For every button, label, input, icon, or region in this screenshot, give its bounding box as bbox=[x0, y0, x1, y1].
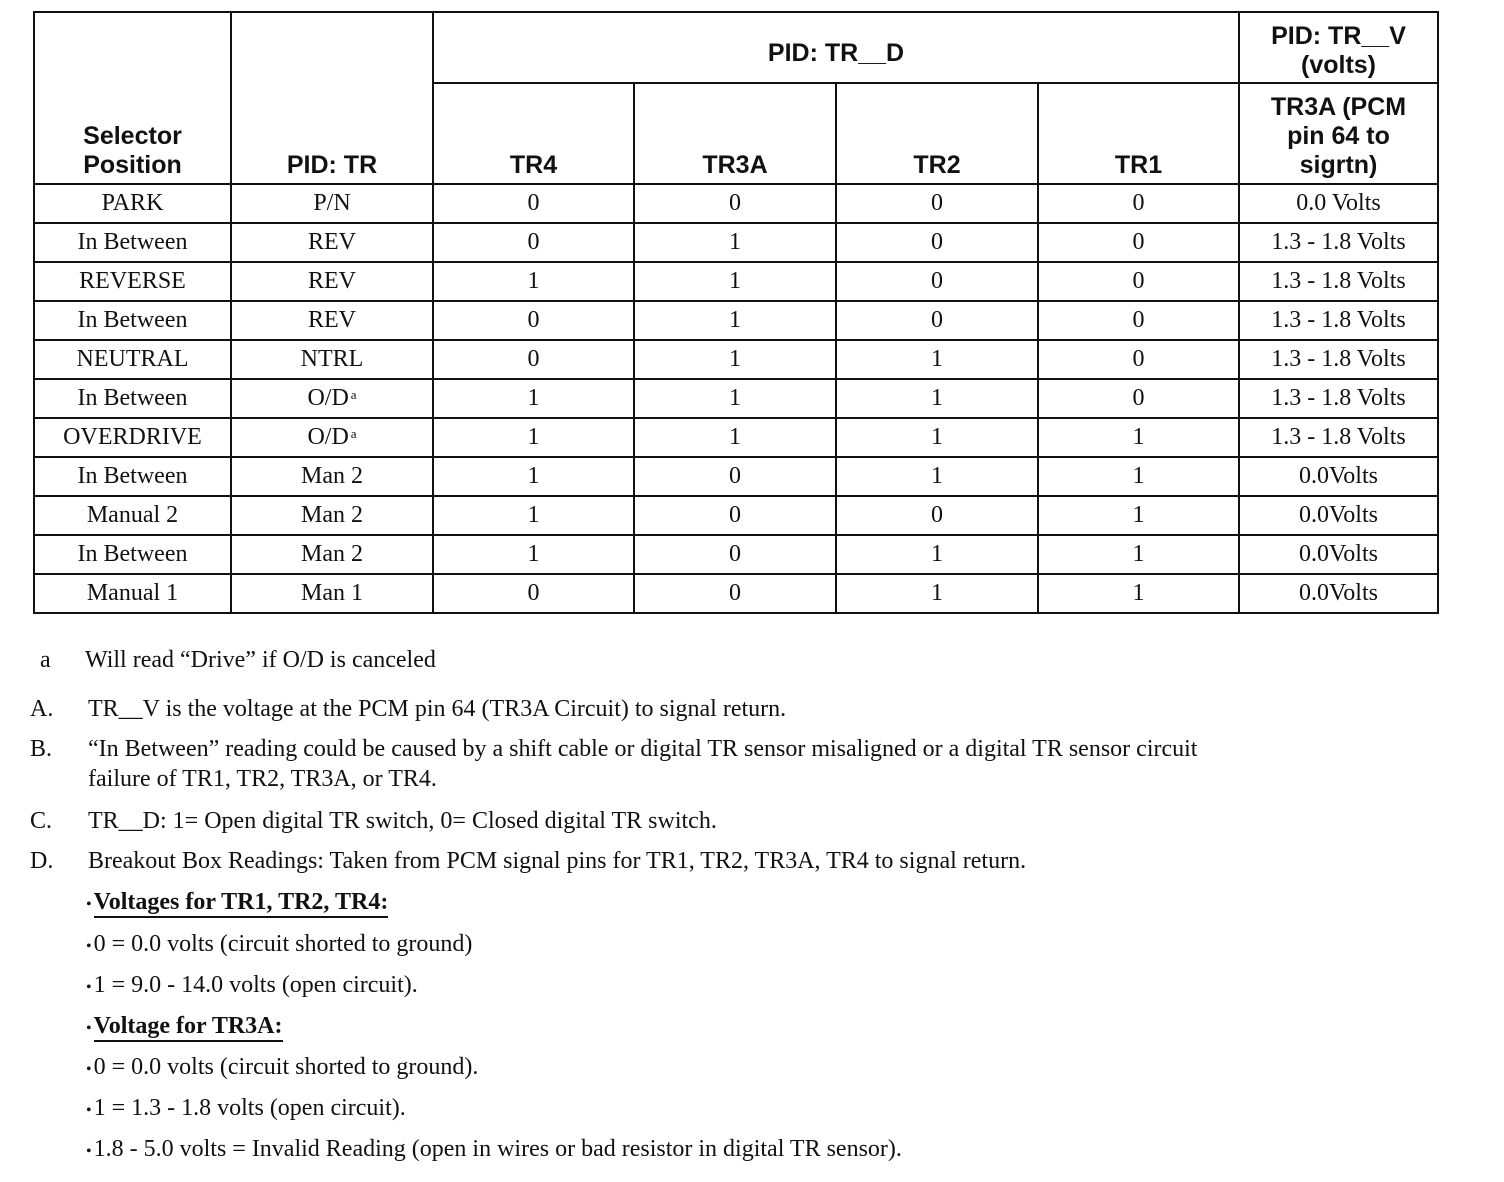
cell-tr1-text: 0 bbox=[1132, 307, 1145, 333]
section-heading bbox=[86, 887, 388, 920]
cell-volts-text: 0.0 Volts bbox=[1296, 190, 1381, 216]
cell-volts-text: 0.0Volts bbox=[1299, 502, 1378, 528]
section-heading bbox=[86, 1011, 283, 1044]
bullet-icon: • bbox=[86, 1102, 92, 1119]
header-pid-tr: PID: TR bbox=[231, 12, 433, 184]
note-label: A. bbox=[30, 696, 54, 722]
cell-selector-position-text: Manual 2 bbox=[86, 502, 179, 528]
cell-tr2-text: 1 bbox=[931, 424, 943, 450]
section-heading-text: Voltages for TR1, TR2, TR4: bbox=[94, 889, 389, 918]
cell-tr2-text: 0 bbox=[931, 190, 943, 216]
cell-volts-text: 1.3 - 1.8 Volts bbox=[1271, 346, 1406, 372]
cell-tr2-text: 0 bbox=[931, 268, 943, 294]
cell-tr1-text: 0 bbox=[1132, 190, 1145, 216]
cell-volts-text: 1.3 - 1.8 Volts bbox=[1271, 307, 1406, 333]
cell-tr3a-text: 1 bbox=[729, 385, 741, 411]
cell-tr2-text: 0 bbox=[931, 229, 943, 255]
cell-tr3a-text: 0 bbox=[729, 463, 741, 489]
header-tr1: TR1 bbox=[1038, 83, 1239, 184]
cell-pid-tr-text: Man 2 bbox=[301, 541, 363, 567]
cell-tr4-text: 0 bbox=[527, 190, 540, 216]
cell-pid-tr-text: REV bbox=[308, 307, 356, 333]
cell-tr2-text: 1 bbox=[931, 346, 943, 372]
note-text: TR__V is the voltage at the PCM pin 64 (TR3A Circuit) to signal return. bbox=[88, 696, 787, 722]
section-item bbox=[86, 929, 472, 962]
cell-tr4-text: 1 bbox=[527, 424, 540, 450]
cell-volts-text: 1.3 - 1.8 Volts bbox=[1271, 385, 1406, 411]
section-item-text: 0 = 0.0 volts (circuit shorted to ground) bbox=[93, 931, 473, 957]
note-text: “In Between” reading could be caused by a shift cable or digital TR sensor misaligned or a digital TR sensor circuit bbox=[88, 736, 1198, 762]
cell-tr3a-text: 1 bbox=[729, 307, 741, 333]
cell-volts-text: 0.0Volts bbox=[1299, 580, 1378, 606]
cell-tr4-text: 0 bbox=[527, 307, 540, 333]
cell-tr1-text: 0 bbox=[1132, 229, 1145, 255]
footnote-marker: a bbox=[40, 647, 51, 673]
section-heading-text: Voltage for TR3A: bbox=[94, 1013, 283, 1042]
cell-tr3a-text: 1 bbox=[729, 346, 741, 372]
cell-tr2-text: 0 bbox=[931, 502, 943, 528]
bullet-icon: • bbox=[86, 1143, 92, 1160]
cell-selector-position-text: REVERSE bbox=[79, 268, 186, 294]
cell-tr2-text: 1 bbox=[931, 580, 943, 606]
cell-pid-tr-text: Man 1 bbox=[301, 580, 363, 606]
cell-selector-position-text: OVERDRIVE bbox=[63, 424, 202, 450]
section-item-text: 1 = 9.0 - 14.0 volts (open circuit). bbox=[93, 972, 418, 998]
note-label: B. bbox=[30, 736, 53, 762]
cell-tr2-text: 1 bbox=[931, 385, 943, 411]
footnote-ref: a bbox=[350, 387, 357, 402]
header-tr4: TR4 bbox=[433, 83, 634, 184]
cell-selector-position-text: In Between bbox=[77, 541, 188, 567]
bullet-icon: • bbox=[86, 896, 92, 913]
cell-tr3a-text: 1 bbox=[729, 229, 741, 255]
cell-pid-tr-text: O/D bbox=[307, 385, 349, 411]
cell-selector-position-text: NEUTRAL bbox=[76, 346, 189, 372]
section-item-text: 0 = 0.0 volts (circuit shorted to ground). bbox=[93, 1054, 479, 1080]
header-pid-tr-v: PID: TR__V (volts) bbox=[1239, 12, 1438, 83]
cell-tr2-text: 0 bbox=[931, 307, 943, 333]
cell-tr1-text: 0 bbox=[1132, 385, 1145, 411]
cell-tr1-text: 0 bbox=[1132, 268, 1145, 294]
header-tr3a: TR3A bbox=[634, 83, 836, 184]
section-item bbox=[86, 1093, 406, 1126]
cell-selector-position-text: In Between bbox=[77, 307, 188, 333]
cell-volts-text: 1.3 - 1.8 Volts bbox=[1271, 424, 1406, 450]
cell-selector-position-text: Manual 1 bbox=[86, 580, 179, 606]
header-tr3a-pcm: TR3A (PCM pin 64 to sigrtn) bbox=[1239, 83, 1438, 184]
cell-pid-tr-text: O/D bbox=[307, 424, 349, 450]
cell-tr3a-text: 0 bbox=[729, 502, 741, 528]
cell-selector-position-text: In Between bbox=[77, 385, 188, 411]
section-item bbox=[86, 970, 418, 1003]
bullet-icon: • bbox=[86, 1020, 92, 1037]
cell-volts-text: 1.3 - 1.8 Volts bbox=[1271, 229, 1406, 255]
cell-tr3a-text: 0 bbox=[729, 190, 741, 216]
bullet-icon: • bbox=[86, 1061, 92, 1078]
cell-tr2-text: 1 bbox=[931, 463, 943, 489]
cell-tr4-text: 1 bbox=[527, 463, 540, 489]
note-label: D. bbox=[30, 848, 54, 874]
cell-pid-tr-text: REV bbox=[308, 268, 356, 294]
cell-tr3a-text: 0 bbox=[729, 580, 741, 606]
cell-tr1-text: 1 bbox=[1132, 541, 1145, 567]
cell-tr2-text: 1 bbox=[931, 541, 943, 567]
cell-pid-tr-text: NTRL bbox=[300, 346, 364, 372]
cell-tr4-text: 0 bbox=[527, 229, 540, 255]
note-text: Breakout Box Readings: Taken from PCM signal pins for TR1, TR2, TR3A, TR4 to signal return. bbox=[88, 848, 1027, 874]
cell-tr3a-text: 1 bbox=[729, 424, 741, 450]
section-item-text: 1.8 - 5.0 volts = Invalid Reading (open in wires or bad resistor in digital TR sensor). bbox=[93, 1136, 902, 1162]
cell-tr3a-text: 1 bbox=[729, 268, 741, 294]
bullet-icon: • bbox=[86, 979, 92, 996]
cell-tr4-text: 1 bbox=[527, 502, 540, 528]
note-text: TR__D: 1= Open digital TR switch, 0= Closed digital TR switch. bbox=[88, 808, 717, 834]
footnote-text: Will read “Drive” if O/D is canceled bbox=[85, 647, 436, 673]
header-selector-position: Selector Position bbox=[34, 12, 231, 184]
cell-pid-tr-text: P/N bbox=[313, 190, 351, 216]
cell-pid-tr-text: Man 2 bbox=[301, 502, 363, 528]
note-text: failure of TR1, TR2, TR3A, or TR4. bbox=[88, 766, 437, 792]
cell-tr4-text: 0 bbox=[527, 346, 540, 372]
cell-tr1-text: 1 bbox=[1132, 424, 1145, 450]
cell-tr1-text: 1 bbox=[1132, 502, 1145, 528]
cell-pid-tr-text: Man 2 bbox=[301, 463, 363, 489]
cell-selector-position-text: In Between bbox=[77, 229, 188, 255]
cell-selector-position-text: PARK bbox=[101, 190, 164, 216]
cell-tr1-text: 1 bbox=[1132, 580, 1145, 606]
cell-tr4-text: 1 bbox=[527, 385, 540, 411]
header-tr2: TR2 bbox=[836, 83, 1038, 184]
cell-volts-text: 1.3 - 1.8 Volts bbox=[1271, 268, 1406, 294]
cell-pid-tr-text: REV bbox=[308, 229, 356, 255]
header-pid-tr-d: PID: TR__D bbox=[433, 12, 1239, 83]
cell-tr1-text: 1 bbox=[1132, 463, 1145, 489]
cell-volts-text: 0.0Volts bbox=[1299, 463, 1378, 489]
cell-tr4-text: 0 bbox=[527, 580, 540, 606]
cell-tr1-text: 0 bbox=[1132, 346, 1145, 372]
note-label: C. bbox=[30, 808, 53, 834]
cell-tr3a-text: 0 bbox=[729, 541, 741, 567]
footnote-ref: a bbox=[350, 426, 357, 441]
section-item-text: 1 = 1.3 - 1.8 volts (open circuit). bbox=[93, 1095, 406, 1121]
bullet-icon: • bbox=[86, 938, 92, 955]
cell-tr4-text: 1 bbox=[527, 268, 540, 294]
section-item bbox=[86, 1052, 478, 1085]
cell-volts-text: 0.0Volts bbox=[1299, 541, 1378, 567]
cell-selector-position-text: In Between bbox=[77, 463, 188, 489]
section-item bbox=[86, 1134, 902, 1167]
cell-tr4-text: 1 bbox=[527, 541, 540, 567]
